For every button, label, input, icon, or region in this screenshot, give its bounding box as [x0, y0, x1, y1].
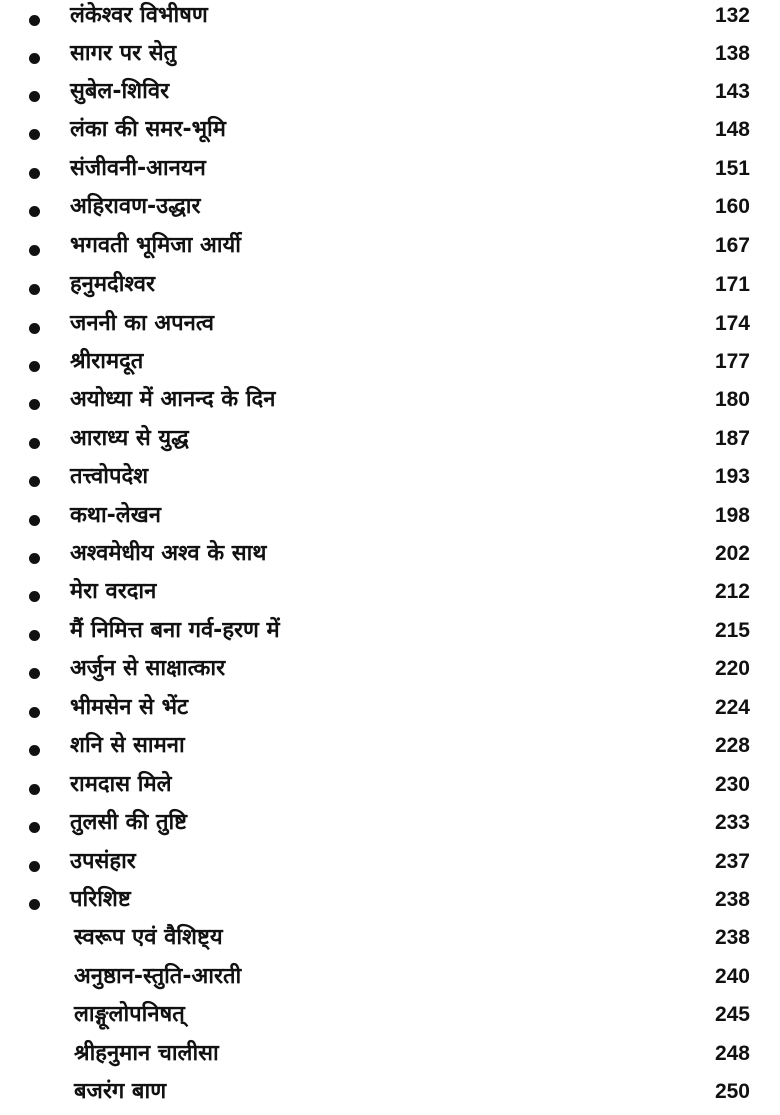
chapter-title: अहिरावण-उद्धार: [70, 194, 201, 219]
page-number: 240: [714, 965, 750, 988]
page-number: 250: [714, 1080, 750, 1103]
bullet-icon: [29, 91, 40, 102]
chapter-title: तत्त्वोपदेश: [70, 464, 149, 489]
page-number: 237: [714, 850, 750, 873]
page-number: 245: [714, 1003, 750, 1026]
chapter-title: आराध्य से युद्ध: [70, 426, 189, 451]
bullet-icon: [29, 591, 40, 602]
page-number: 177: [714, 350, 750, 373]
page-number: 151: [714, 157, 750, 180]
page-number: 228: [714, 734, 750, 757]
chapter-title: सुबेल-शिविर: [70, 79, 170, 104]
page-number: 248: [714, 1042, 750, 1065]
chapter-title: लंका की समर-भूमि: [70, 117, 226, 142]
toc-entry: [0, 347, 780, 385]
bullet-icon: [29, 745, 40, 756]
page-number: 193: [714, 465, 750, 488]
toc-entry: [0, 616, 780, 654]
toc-entry: [0, 501, 780, 539]
page-number: 132: [714, 4, 750, 27]
bullet-icon: [29, 361, 40, 372]
chapter-title: लंकेश्वर विभीषण: [70, 3, 208, 28]
toc-entry: [0, 231, 780, 269]
toc-subentry: [0, 1000, 780, 1038]
toc-entry: [0, 1, 780, 39]
page-number: 187: [714, 427, 750, 450]
bullet-icon: [29, 476, 40, 487]
bullet-icon: [29, 129, 40, 140]
page-number: 167: [714, 234, 750, 257]
toc-entry: [0, 693, 780, 731]
toc-entry: [0, 808, 780, 846]
bullet-icon: [29, 438, 40, 449]
section-title: श्रीहनुमान चालीसा: [74, 1041, 219, 1066]
toc-subentry: [0, 962, 780, 1000]
bullet-icon: [29, 323, 40, 334]
toc-entry: [0, 731, 780, 769]
chapter-title: मेरा वरदान: [70, 579, 157, 604]
toc-entry: [0, 385, 780, 423]
bullet-icon: [29, 668, 40, 679]
toc-entry: [0, 39, 780, 77]
page-number: 202: [714, 542, 750, 565]
bullet-icon: [29, 822, 40, 833]
chapter-title: सागर पर सेतु: [70, 41, 177, 66]
section-title: लाङ्गूलोपनिषत्: [74, 1002, 185, 1027]
chapter-title: तुलसी की तुष्टि: [70, 810, 188, 835]
bullet-icon: [29, 553, 40, 564]
chapter-title: श्रीरामदूत: [70, 349, 144, 374]
bullet-icon: [29, 515, 40, 526]
toc-entry: [0, 424, 780, 462]
page-number: 233: [714, 811, 750, 834]
chapter-title: शनि से सामना: [70, 733, 185, 758]
chapter-title: जननी का अपनत्व: [70, 311, 214, 336]
appendix-title: परिशिष्ट: [70, 887, 131, 912]
page-number: 230: [714, 773, 750, 796]
chapter-title: अयोध्या में आनन्द के दिन: [70, 387, 276, 412]
page-number: 198: [714, 504, 750, 527]
toc-subentry: [0, 1077, 780, 1115]
page-number: 138: [714, 42, 750, 65]
page-number: 180: [714, 388, 750, 411]
bullet-icon: [29, 168, 40, 179]
bullet-icon: [29, 630, 40, 641]
bullet-icon: [29, 784, 40, 795]
chapter-title: उपसंहार: [70, 849, 136, 874]
toc-entry: [0, 770, 780, 808]
chapter-title: अर्जुन से साक्षात्कार: [70, 656, 226, 681]
toc-entry: [0, 192, 780, 230]
page-number: 220: [714, 657, 750, 680]
bullet-icon: [29, 15, 40, 26]
toc-subentry: [0, 923, 780, 961]
toc-entry: [0, 577, 780, 615]
page-number: 143: [714, 80, 750, 103]
bullet-icon: [29, 707, 40, 718]
toc-entry: [0, 539, 780, 577]
page-number: 215: [714, 619, 750, 642]
bullet-icon: [29, 206, 40, 217]
page-number: 148: [714, 118, 750, 141]
toc-entry: [0, 309, 780, 347]
section-title: अनुष्ठान-स्तुति-आरती: [74, 964, 242, 989]
bullet-icon: [29, 899, 40, 910]
page-number: 174: [714, 312, 750, 335]
section-title: स्वरूप एवं वैशिष्ट्य: [74, 925, 223, 950]
bullet-icon: [29, 245, 40, 256]
chapter-title: भीमसेन से भेंट: [70, 695, 189, 720]
toc-entry: [0, 462, 780, 500]
page-number: 171: [714, 273, 750, 296]
page-number: 238: [714, 926, 750, 949]
toc-entry: [0, 847, 780, 885]
page-number: 212: [714, 580, 750, 603]
chapter-title: रामदास मिले: [70, 772, 172, 797]
toc-entry: [0, 77, 780, 115]
toc-entry: [0, 154, 780, 192]
toc-entry: [0, 654, 780, 692]
toc-entry: [0, 270, 780, 308]
chapter-title: मैं निमित्त बना गर्व-हरण में: [70, 618, 280, 643]
chapter-title: कथा-लेखन: [70, 503, 161, 528]
page-number: 224: [714, 696, 750, 719]
chapter-title: भगवती भूमिजा आर्यी: [70, 233, 241, 258]
page-number: 238: [714, 888, 750, 911]
page-number: 160: [714, 195, 750, 218]
bullet-icon: [29, 861, 40, 872]
bullet-icon: [29, 53, 40, 64]
section-title: बजरंग बाण: [74, 1079, 167, 1104]
toc-entry: [0, 885, 780, 923]
chapter-title: अश्वमेधीय अश्व के साथ: [70, 541, 267, 566]
toc-entry: [0, 115, 780, 153]
toc-subentry: [0, 1039, 780, 1077]
chapter-title: संजीवनी-आनयन: [70, 156, 206, 181]
chapter-title: हनुमदीश्वर: [70, 272, 156, 297]
bullet-icon: [29, 399, 40, 410]
bullet-icon: [29, 284, 40, 295]
